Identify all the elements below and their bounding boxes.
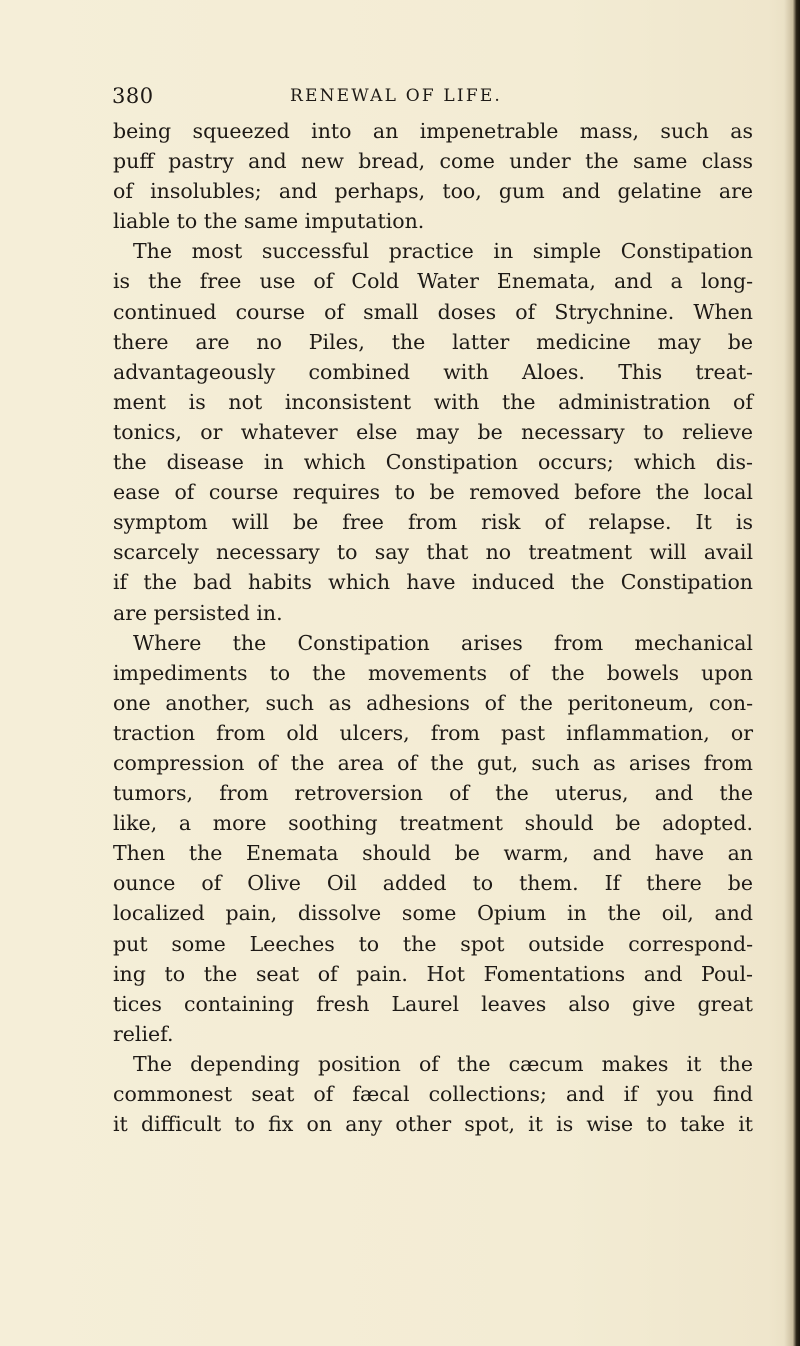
running-head: RENEWAL OF LIFE. <box>290 86 503 106</box>
text-line: compression of the area of the gut, such as arises from <box>113 750 753 775</box>
text-line: being squeezed into an impenetrable mass, such as <box>113 119 753 143</box>
text-line: of insolubles; and perhaps, too, gum and gelatine are <box>113 179 753 204</box>
page-number: 380 <box>112 84 154 108</box>
text-line: is the free use of Cold Water Enemata, and a long- <box>113 269 753 294</box>
text-line: ounce of Olive Oil added to them. If there be <box>113 871 753 896</box>
text-line: one another, such as adhesions of the peritoneum, con- <box>113 690 753 715</box>
text-line: liable to the same imputation. <box>113 209 425 234</box>
text-line: are persisted in. <box>113 600 283 625</box>
text-line: the disease in which Constipation occurs; which dis- <box>113 450 753 475</box>
text-line: tices containing fresh Laurel leaves also give great <box>113 991 753 1016</box>
text-line: tumors, from retroversion of the uterus, and the <box>113 781 753 806</box>
text-line: Where the Constipation arises from mechanical <box>133 630 753 655</box>
text-line: like, a more soothing treatment should be adopted. <box>113 811 753 836</box>
text-line: traction from old ulcers, from past inflammation, or <box>113 720 753 745</box>
text-line: localized pain, dissolve some Opium in the oil, and <box>113 901 753 926</box>
text-line: put some Leeches to the spot outside correspond- <box>113 931 753 956</box>
text-line: relief. <box>113 1021 174 1046</box>
text-line: there are no Piles, the latter medicine may be <box>113 329 753 354</box>
text-line: continued course of small doses of Strychnine. When <box>113 299 753 324</box>
text-line: scarcely necessary to say that no treatment will avail <box>113 540 753 565</box>
text-line: symptom will be free from risk of relapse. It is <box>113 510 753 535</box>
text-line: tonics, or whatever else may be necessary to relieve <box>113 419 753 444</box>
text-line: commonest seat of fæcal collections; and if you find <box>113 1082 753 1106</box>
text-line: Then the Enemata should be warm, and have an <box>113 841 753 866</box>
text-line: if the bad habits which have induced the Constipation <box>113 570 753 595</box>
text-line: The most successful practice in simple Constipation <box>133 239 753 264</box>
page-edge-shadow <box>784 0 800 1346</box>
page-header <box>0 84 800 116</box>
text-line: impediments to the movements of the bowels upon <box>113 660 753 685</box>
text-line: puff pastry and new bread, come under the same class <box>113 149 753 174</box>
text-line: ease of course requires to be removed before the local <box>113 480 753 505</box>
text-line: The depending position of the cæcum makes it the <box>133 1051 753 1076</box>
text-line: ing to the seat of pain. Hot Fomentations and Poul- <box>113 961 753 986</box>
text-line: it difficult to fix on any other spot, it is wise to take it <box>113 1112 753 1137</box>
text-line: ment is not inconsistent with the administration of <box>113 389 753 414</box>
body-text <box>113 116 753 1139</box>
text-line: advantageously combined with Aloes. This treat- <box>113 359 753 384</box>
